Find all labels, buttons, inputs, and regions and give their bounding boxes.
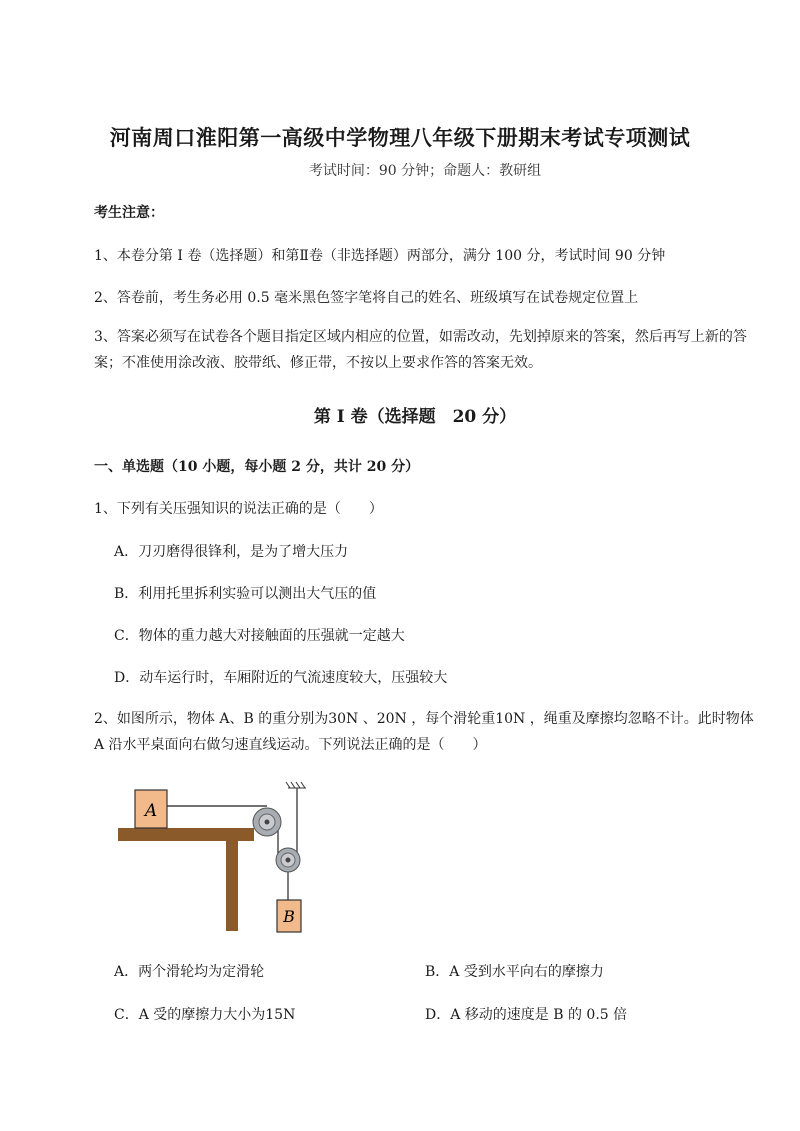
question-option[interactable]: B．A 受到水平向右的摩擦力 <box>425 964 604 980</box>
block-b-label: B <box>283 907 295 926</box>
table-top <box>118 828 254 841</box>
question-stem: 2、如图所示，物体 A、B 的重分别为30N 、20N ，每个滑轮重10N ，绳重及摩擦均忽略不计。此时物体 A 沿水平桌面向右做匀速直线运动。下列说法正确的是（ ） <box>94 711 754 753</box>
question-option[interactable]: C．A 受的摩擦力大小为15N <box>114 1007 296 1023</box>
notice-heading: 考生注意： <box>94 205 164 221</box>
question-option[interactable]: D．A 移动的速度是 B 的 0.5 倍 <box>425 1007 628 1023</box>
part-heading: 一、单选题（10 小题，每小题 2 分，共计 20 分） <box>94 459 420 475</box>
block-a-label: A <box>144 801 158 821</box>
question-option[interactable]: D．动车运行时，车厢附近的气流速度较大，压强较大 <box>114 670 448 686</box>
question-stem: 1、下列有关压强知识的说法正确的是（ ） <box>94 501 383 517</box>
notice-item: 2、答卷前，考生务必用 0.5 毫米黑色签字笔将自己的姓名、班级填写在试卷规定位置上 <box>94 290 639 306</box>
question-option[interactable]: B．利用托里拆利实验可以测出大气压的值 <box>114 586 377 602</box>
ceiling-mount <box>286 782 306 788</box>
pulley-figure <box>112 778 322 936</box>
table-leg <box>226 841 238 931</box>
notice-item: 1、本卷分第 I 卷（选择题）和第Ⅱ卷（非选择题）两部分，满分 100 分，考试时间 90 分钟 <box>94 248 666 264</box>
section-title: 第 I 卷（选择题 20 分） <box>313 407 517 427</box>
fixed-pulley <box>253 808 281 836</box>
exam-title: 河南周口淮阳第一高级中学物理八年级下册期末考试专项测试 <box>109 125 691 150</box>
notice-item: 3、答案必须写在试卷各个题目指定区域内相应的位置，如需改动，先划掉原来的答案，然后再写上新的答案；不准使用涂改液、胶带纸、修正带，不按以上要求作答的答案无效。 <box>94 329 747 371</box>
exam-subtitle: 考试时间：90 分钟；命题人：教研组 <box>308 163 542 179</box>
question-option[interactable]: A．两个滑轮均为定滑轮 <box>114 964 265 980</box>
question-option[interactable]: C．物体的重力越大对接触面的压强就一定越大 <box>114 628 405 644</box>
movable-pulley <box>276 848 300 872</box>
question-option[interactable]: A．刀刃磨得很锋利，是为了增大压力 <box>114 544 349 560</box>
